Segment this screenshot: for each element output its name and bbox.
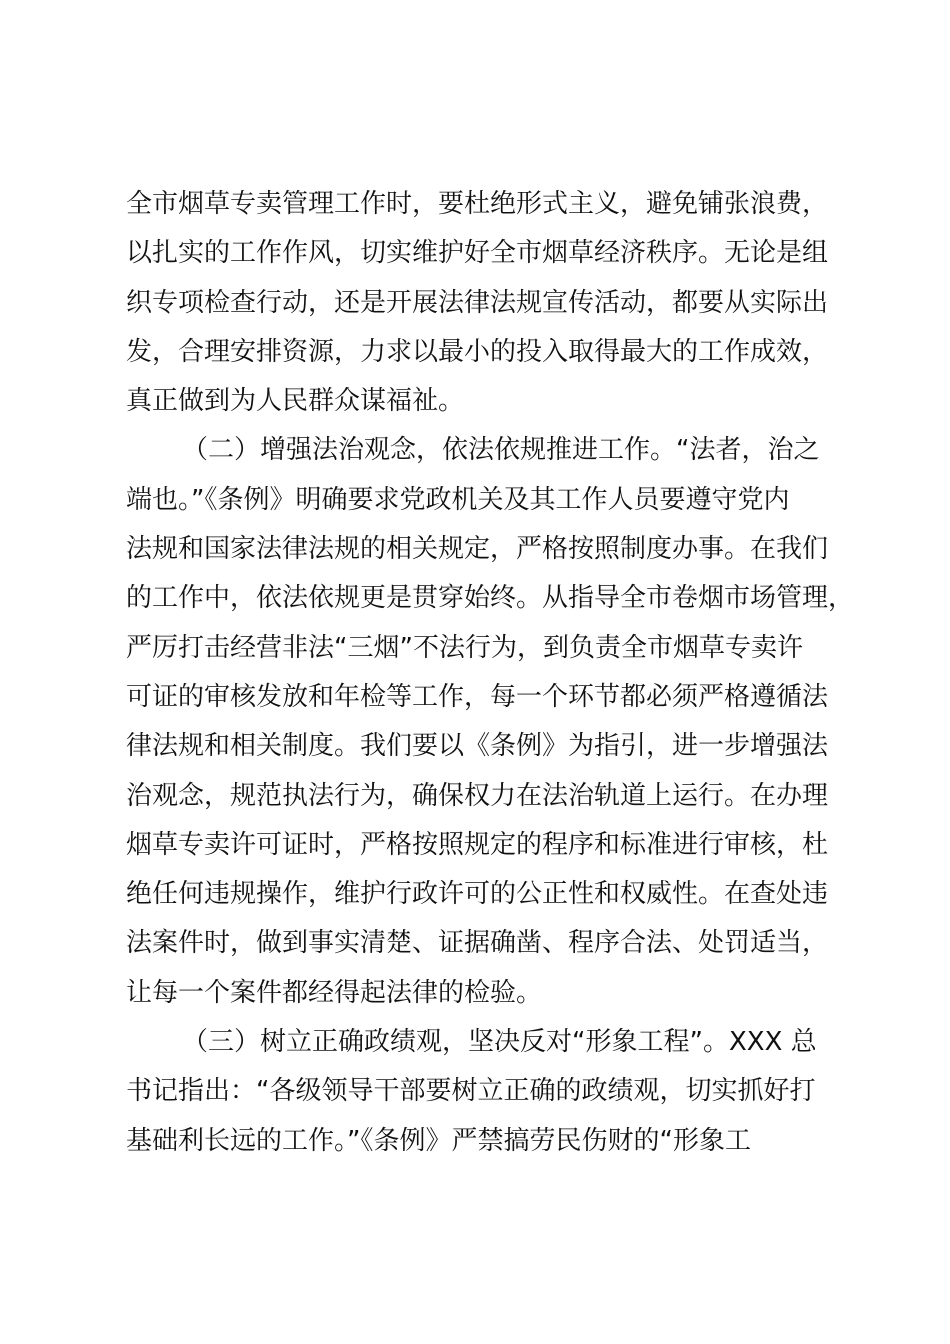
text-line: 绝任何违规操作，维护行政许可的公正性和权威性。在查处违 <box>126 879 829 910</box>
document-body <box>126 180 855 1166</box>
text-line: 严厉打击经营非法“三烟”不法行为，到负责全市烟草专卖许 <box>126 632 803 663</box>
text-line: 法规和国家法律法规的相关规定，严格按照制度办事。在我们 <box>126 534 829 565</box>
text-line: 织专项检查行动，还是开展法律法规宣传活动，都要从实际出 <box>126 287 829 318</box>
text-line: 真正做到为人民群众谋福祉。 <box>126 386 465 417</box>
text-line: 全市烟草专卖管理工作时，要杜绝形式主义，避免铺张浪费， <box>126 189 829 219</box>
text-line: 治观念，规范执法行为，确保权力在法治轨道上运行。在办理 <box>126 780 829 811</box>
text-line: 律法规和相关制度。我们要以《条例》为指引，进一步增强法 <box>126 731 829 762</box>
section-heading-line: （二）增强法治观念，依法依规推进工作。“法者，治之 <box>182 435 820 466</box>
text-line: 让每一个案件都经得起法律的检验。 <box>126 977 543 1008</box>
text-line: 可证的审核发放和年检等工作，每一个环节都必须严格遵循法 <box>126 681 829 712</box>
text-line: 发，合理安排资源，力求以最小的投入取得最大的工作成效， <box>126 336 829 367</box>
section-heading-line: （三）树立正确政绩观，坚决反对“形象工程”。XXX 总 <box>182 1027 817 1058</box>
text-line: 以扎实的工作作风，切实维护好全市烟草经济秩序。无论是组 <box>126 238 829 269</box>
text-line: 的工作中，依法依规更是贯穿始终。从指导全市卷烟市场管理， <box>126 583 855 614</box>
text-line: 法案件时，做到事实清楚、证据确凿、程序合法、处罚适当， <box>126 928 829 959</box>
text-line: 书记指出：“各级领导干部要树立正确的政绩观，切实抓好打 <box>126 1076 816 1107</box>
text-line: 烟草专卖许可证时，严格按照规定的程序和标准进行审核，杜 <box>126 829 829 860</box>
text-line: 端也。”《条例》明确要求党政机关及其工作人员要遵守党内 <box>126 484 790 515</box>
text-line: 基础利长远的工作。”《条例》严禁搞劳民伤财的“形象工 <box>126 1125 751 1156</box>
